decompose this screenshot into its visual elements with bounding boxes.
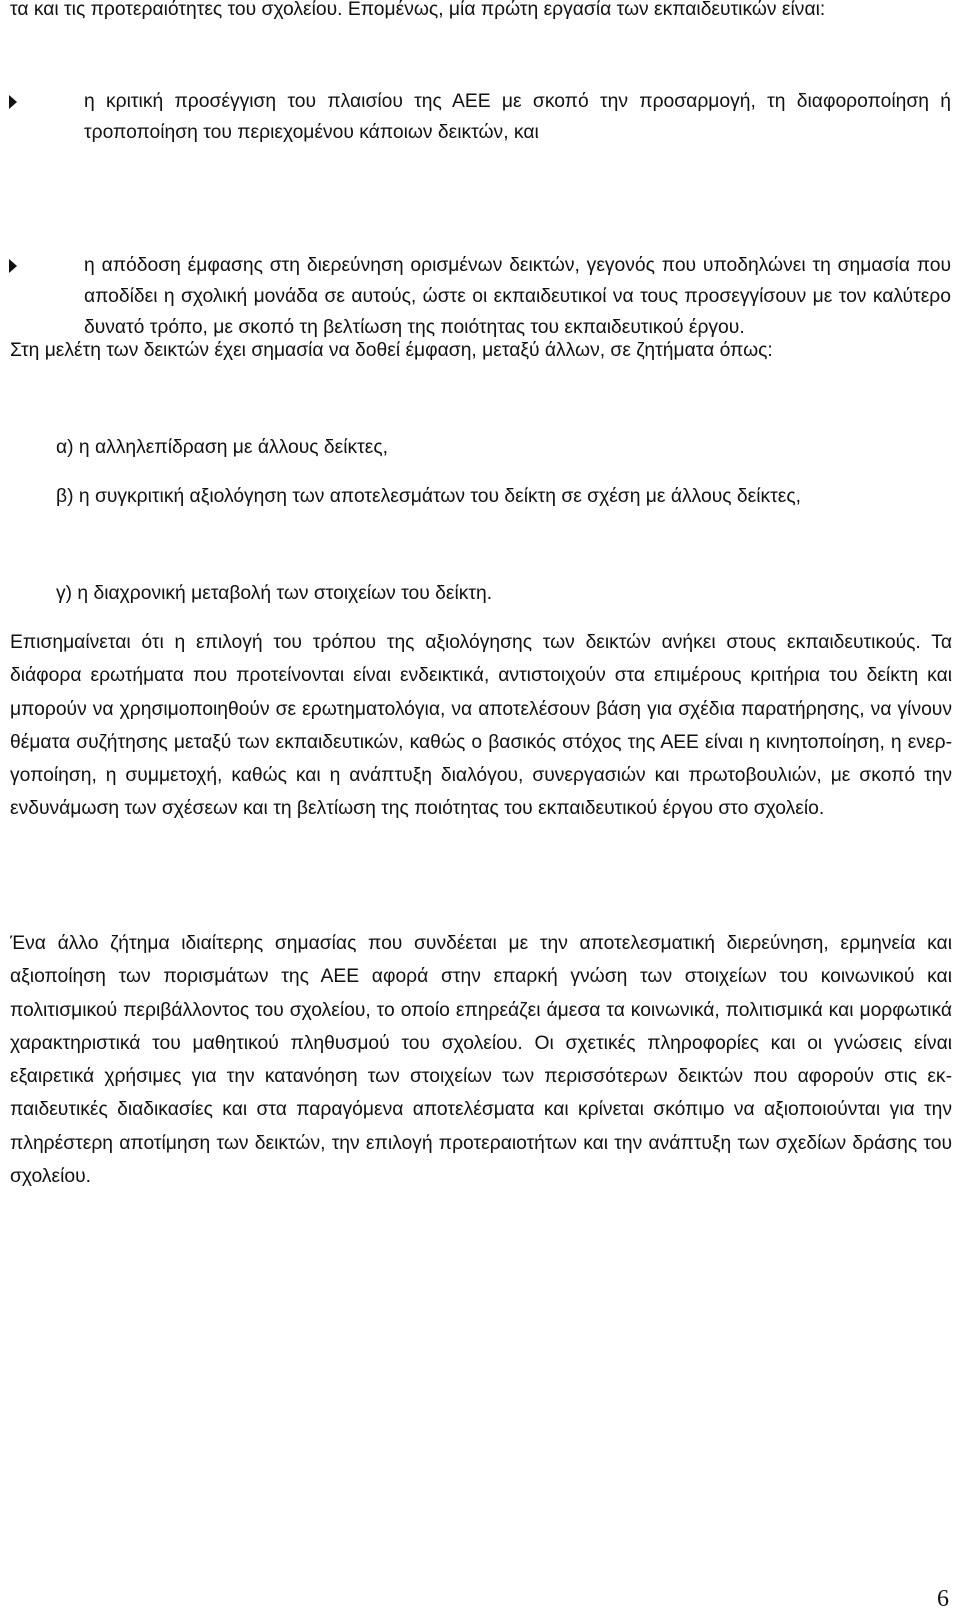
list-item-b: β) η συγκριτική αξιολόγηση των αποτελεσμάτων του δείκτη σε σχέση με άλλους δείκτες, xyxy=(56,486,802,507)
bullet-text: η απόδοση έμφασης στη διερεύνηση ορισμένων δεικτών, γεγονός που υποδηλώνει τη σημασία που αποδίδει η σχολική μονάδα σε αυτούς, ώστε οι εκπαιδευτικοί να τους προσεγγίσουν με τον καλύτερο δυνατό τρόπο, με σκοπό τη βελτίωση της ποιότητας του εκπαιδευτικού έργου. xyxy=(84,255,951,338)
bullet-item xyxy=(84,250,951,343)
triangle-bullet-icon xyxy=(9,95,17,109)
triangle-bullet-icon xyxy=(9,259,17,273)
paragraph-study: Στη μελέτη των δεικτών έχει σημασία να δοθεί έμφαση, μεταξύ άλλων, σε ζητήματα όπως: xyxy=(10,340,773,361)
page-number: 6 xyxy=(937,1586,949,1612)
list-item-c: γ) η διαχρονική μεταβολή των στοιχείων του δείκτη. xyxy=(56,583,493,604)
paragraph-emphasis: Επισημαίνεται ότι η επιλογή του τρόπου της αξιολόγησης των δεικτών ανήκει στους εκπαιδευτικούς. Τα διάφορα ερωτήματα που προτείνονται είναι ενδεικτικά, αντιστοιχούν στα επιμέρους κριτήρια του δείκτη και μπορούν να χρησιμοποιηθούν σε ερωτηματολόγια, να αποτελέσουν βάση για σχέδια παρατήρησης, να γίνουν θέματα συζήτησης μεταξύ των εκπαιδευτικών, καθώς ο βασικός στόχος της ΑΕΕ είναι η κινητοποίηση, η ενεργοποίηση, η συμμετοχή, καθώς και η ανάπτυξη διαλόγου, συνεργασιών και πρωτοβουλιών, με σκοπό την ενδυνάμωση των σχέσεων και τη βελτίωση της ποιότητας του εκπαιδευτικού έργου στο σχολείο. xyxy=(10,632,952,820)
list-item-a: α) η αλληλεπίδραση με άλλους δείκτες, xyxy=(56,437,389,458)
bullet-item xyxy=(84,86,951,148)
paragraph-context: Ένα άλλο ζήτημα ιδιαίτερης σημασίας που συνδέεται με την αποτελεσματική διερεύνηση, ερμηνεία και αξιοποίηση των πορισμάτων της ΑΕΕ αφορά στην επαρκή γνώση των στοιχείων του κοινωνικού και πολιτισμικού περιβάλλοντος του σχολείου, το οποίο επηρεάζει άμεσα τα κοινωνικά, πολιτισμικά και μορφωτικά χαρακτηριστικά του μαθητικού πληθυσμού του σχολείου. Οι σχετικές πληροφορίες και οι γνώσεις είναι εξαιρετικά χρήσιμες για την κατανόηση των στοιχείων των περισσότερων δεικτών που αφορούν στις εκπαιδευτικές διαδικασίες και στα παραγόμενα αποτελέσματα και κρίνεται σκόπιμο να αξιοποιούνται για την πληρέστερη αποτίμηση των δεικτών, την επιλογή προτεραιοτήτων και την ανάπτυξη των σχεδίων δράσης του σχολείου. xyxy=(10,933,952,1188)
bullet-text: η κριτική προσέγγιση του πλαισίου της ΑΕΕ με σκοπό την προσαρμογή, τη διαφοροποίηση ή τροποποίηση του περιεχομένου κάποιων δεικτών, και xyxy=(84,91,951,143)
paragraph-intro: τα και τις προτεραιότητες του σχολείου. Επομένως, μία πρώτη εργασία των εκπαιδευτικών είναι: xyxy=(10,0,826,20)
